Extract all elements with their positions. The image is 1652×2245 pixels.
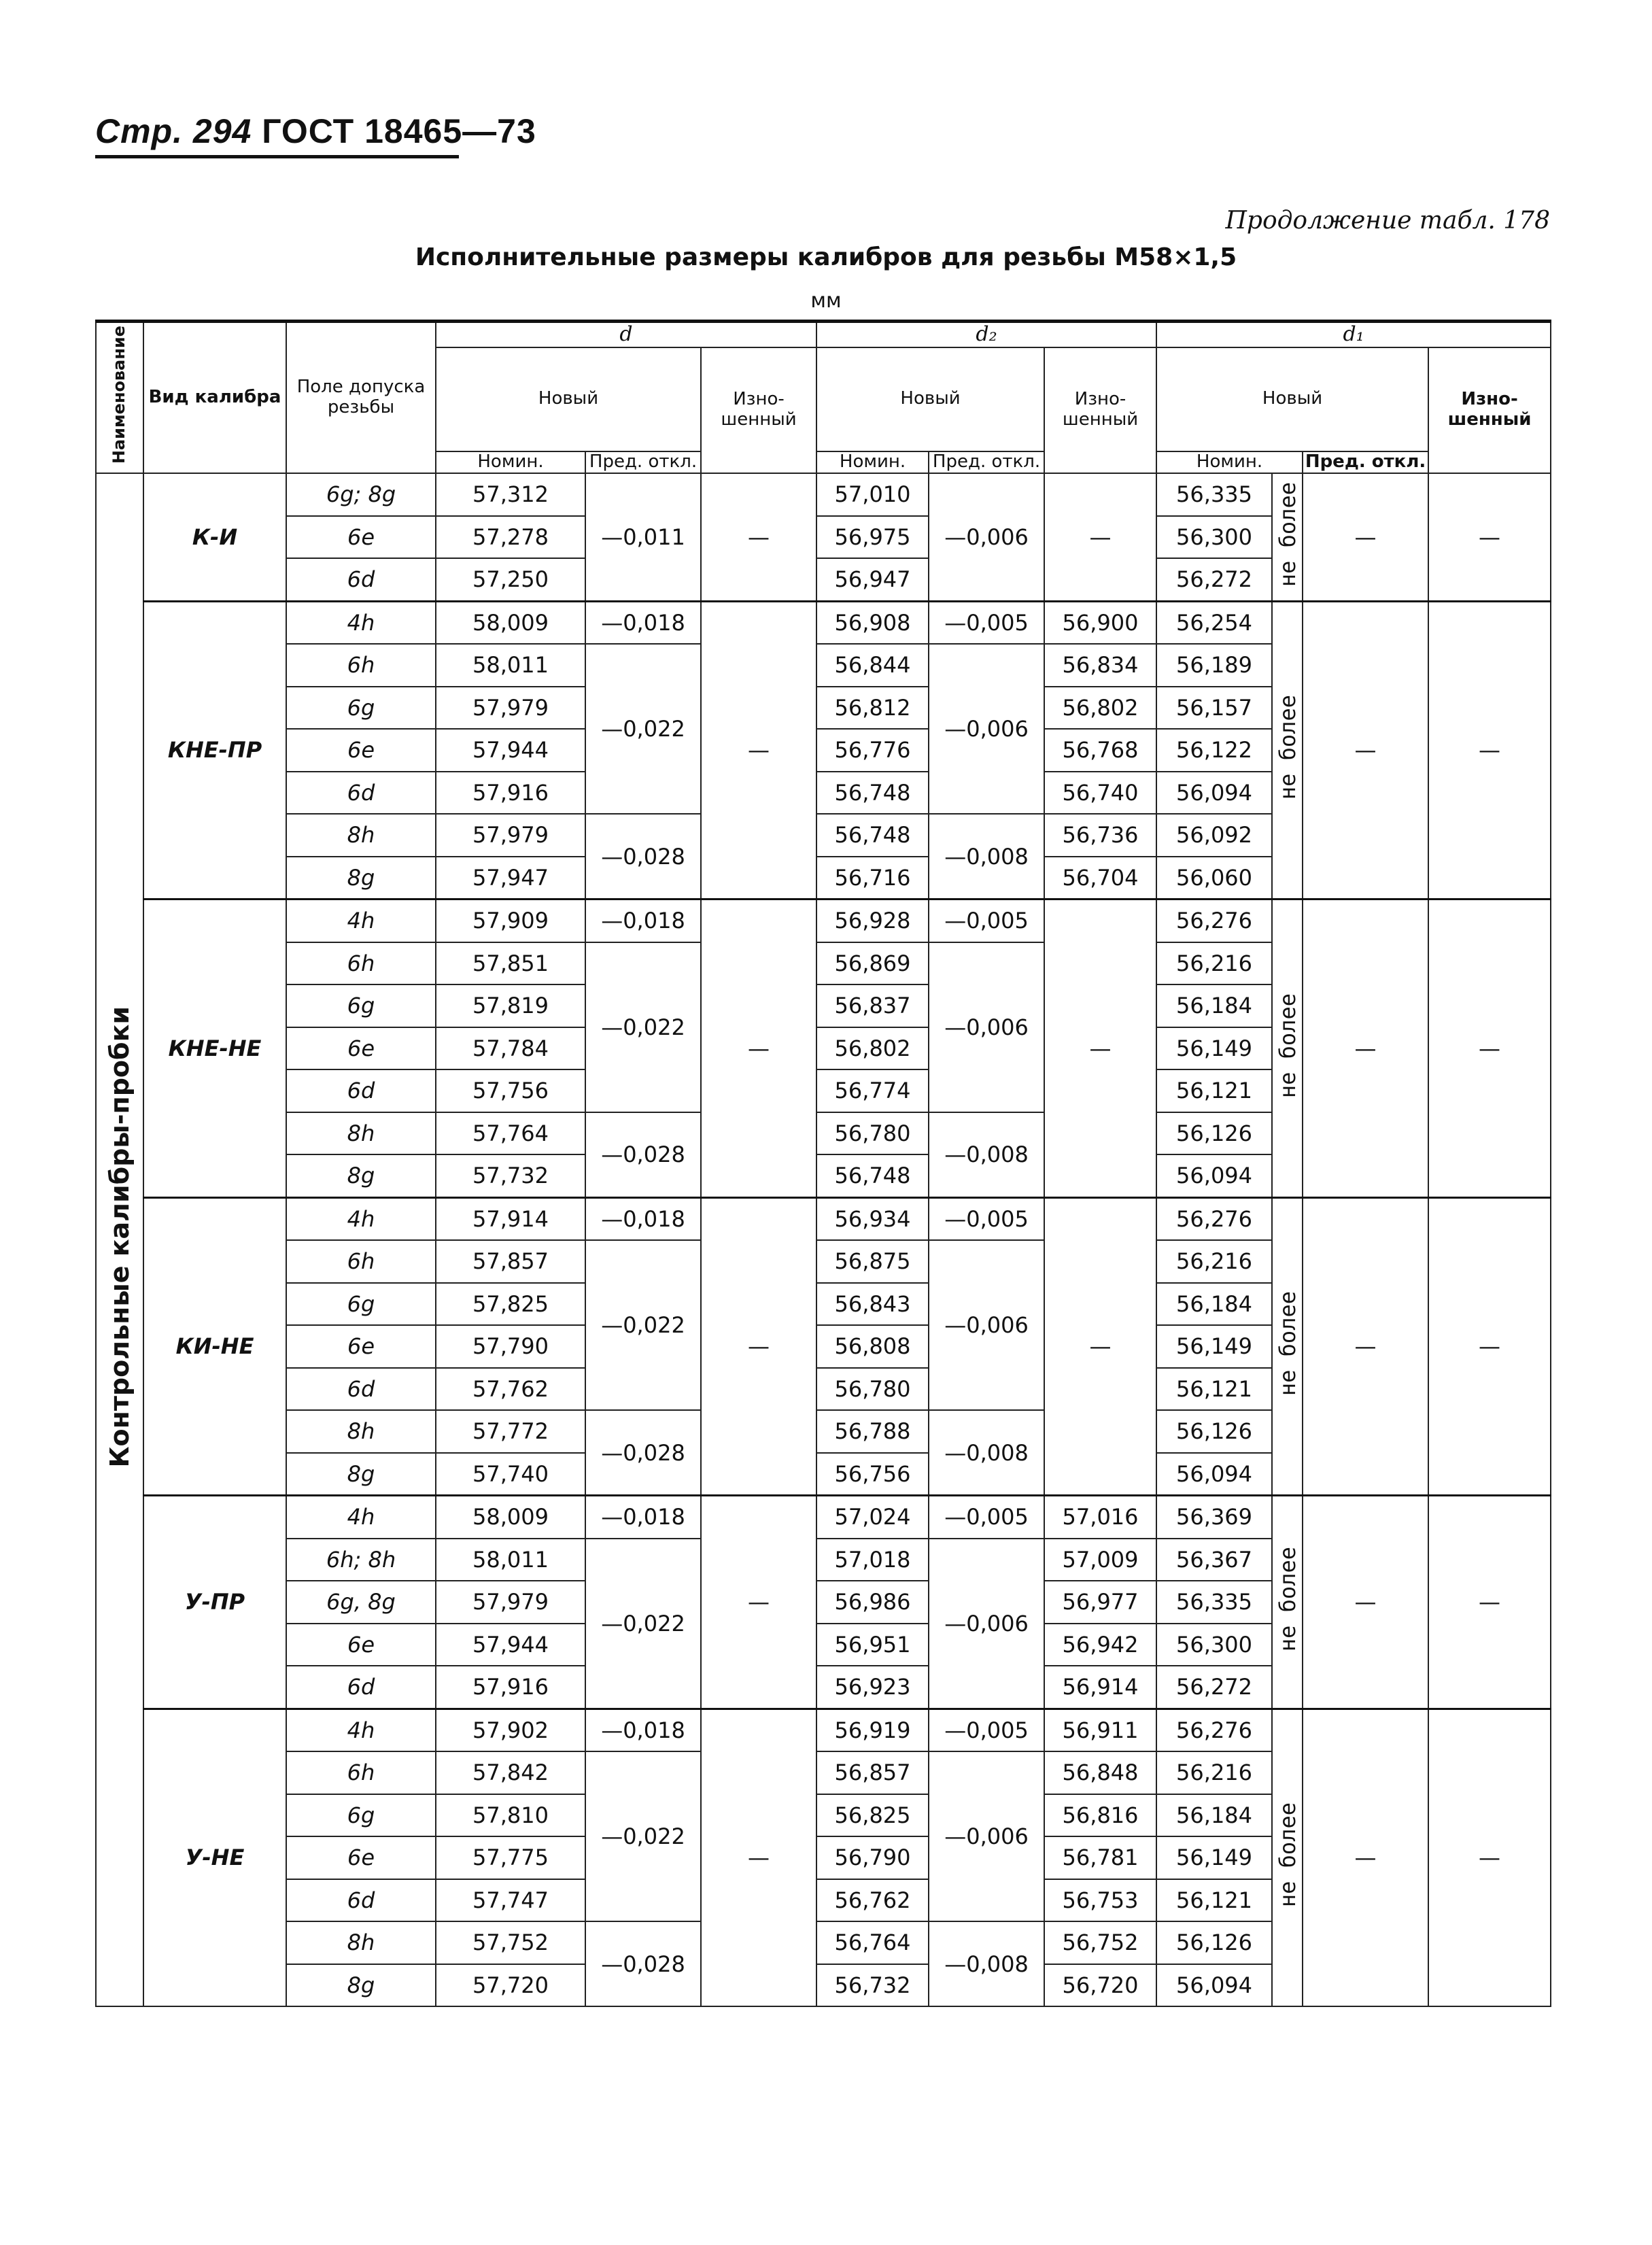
header-d1-nominal: Номин.	[1156, 451, 1303, 473]
d2-nominal: 56,748	[816, 772, 929, 815]
gauge-kind: К-И	[143, 473, 286, 601]
d2-deviation: —0,005	[929, 601, 1044, 644]
header-tolerance-field: Поле допуска резьбы	[286, 322, 436, 474]
d1-nominal: 56,367	[1156, 1539, 1272, 1581]
d-nominal: 57,944	[436, 729, 585, 772]
d2-nominal: 56,923	[816, 1666, 929, 1709]
d1-worn: —	[1428, 1709, 1551, 2006]
table-row	[96, 1496, 1551, 1539]
not-more-label: не более	[1272, 601, 1303, 899]
d2-worn: 56,768	[1044, 729, 1156, 772]
tolerance-field: 8h	[286, 814, 436, 857]
header-d2: d₂	[816, 322, 1156, 347]
d2-worn: 56,942	[1044, 1624, 1156, 1666]
d1-nominal: 56,126	[1156, 1112, 1272, 1155]
d1-nominal: 56,216	[1156, 942, 1272, 985]
table-row	[96, 601, 1551, 644]
d2-worn: 56,977	[1044, 1581, 1156, 1624]
d-nominal: 58,009	[436, 601, 585, 644]
tolerance-field: 4h	[286, 1709, 436, 1751]
d2-nominal: 56,928	[816, 899, 929, 942]
d2-worn: 56,753	[1044, 1879, 1156, 1922]
header-d2-deviation: Пред. откл.	[929, 451, 1044, 473]
d2-nominal: 56,947	[816, 558, 929, 601]
d2-nominal: 56,774	[816, 1069, 929, 1112]
d2-nominal: 56,762	[816, 1879, 929, 1922]
tolerance-field: 6g	[286, 687, 436, 730]
standard-code: ГОСТ 18465—73	[262, 112, 536, 150]
d2-deviation: —0,006	[929, 1240, 1044, 1410]
d1-nominal: 56,184	[1156, 1283, 1272, 1326]
tolerance-field: 6g	[286, 984, 436, 1027]
tolerance-field: 6e	[286, 729, 436, 772]
d2-worn: 56,834	[1044, 644, 1156, 687]
header-d: d	[436, 322, 816, 347]
d1-nominal: 56,121	[1156, 1368, 1272, 1411]
d1-nominal: 56,189	[1156, 644, 1272, 687]
d-nominal: 57,747	[436, 1879, 585, 1922]
tolerance-field: 6e	[286, 1836, 436, 1879]
d1-worn: —	[1428, 473, 1551, 601]
d1-nominal: 56,272	[1156, 1666, 1272, 1709]
d2-deviation: —0,008	[929, 1410, 1044, 1496]
d2-nominal: 56,756	[816, 1453, 929, 1496]
d-nominal: 57,909	[436, 899, 585, 942]
d1-nominal: 56,276	[1156, 899, 1272, 942]
table-body	[96, 473, 1551, 2006]
d2-nominal: 56,919	[816, 1709, 929, 1751]
d2-deviation: —0,006	[929, 1539, 1044, 1709]
d2-nominal: 56,857	[816, 1751, 929, 1794]
table-row	[96, 1197, 1551, 1240]
d2-worn: —	[1044, 473, 1156, 601]
d2-nominal: 56,780	[816, 1368, 929, 1411]
d-nominal: 57,775	[436, 1836, 585, 1879]
d2-nominal: 57,010	[816, 473, 929, 516]
header-d2-worn: Изно-шенный	[1044, 347, 1156, 474]
d2-worn: —	[1044, 1197, 1156, 1496]
d2-nominal: 56,843	[816, 1283, 929, 1326]
tolerance-field: 6e	[286, 1027, 436, 1070]
d-nominal: 57,762	[436, 1368, 585, 1411]
d2-nominal: 56,802	[816, 1027, 929, 1070]
d1-deviation: —	[1303, 1709, 1428, 2006]
continuation-label: Продолжение табл. 178	[1225, 207, 1550, 235]
d2-nominal: 56,776	[816, 729, 929, 772]
header-d1-worn: Изно-шенный	[1428, 347, 1551, 474]
d-nominal: 58,011	[436, 1539, 585, 1581]
d1-nominal: 56,149	[1156, 1325, 1272, 1368]
d2-worn: 56,848	[1044, 1751, 1156, 1794]
group-name-cell: Контрольные калибры-пробки	[96, 473, 143, 2006]
d2-nominal: 56,844	[816, 644, 929, 687]
d-deviation: —0,018	[585, 601, 701, 644]
d-nominal: 57,772	[436, 1410, 585, 1453]
header-d1: d₁	[1156, 322, 1551, 347]
tolerance-field: 8g	[286, 1154, 436, 1197]
d-deviation: —0,018	[585, 1197, 701, 1240]
d2-nominal: 56,808	[816, 1325, 929, 1368]
gauge-kind: У-ПР	[143, 1496, 286, 1709]
d-deviation: —0,028	[585, 1410, 701, 1496]
d1-nominal: 56,335	[1156, 473, 1272, 516]
gauge-kind: КНЕ-НЕ	[143, 899, 286, 1198]
d-nominal: 57,720	[436, 1964, 585, 2007]
tolerance-field: 6e	[286, 1325, 436, 1368]
d2-nominal: 57,018	[816, 1539, 929, 1581]
tolerance-field: 4h	[286, 601, 436, 644]
d1-nominal: 56,184	[1156, 1794, 1272, 1837]
d2-nominal: 56,825	[816, 1794, 929, 1837]
tolerance-field: 6g	[286, 1794, 436, 1837]
d2-deviation: —0,008	[929, 1112, 1044, 1198]
d1-nominal: 56,092	[1156, 814, 1272, 857]
d2-worn: 56,900	[1044, 601, 1156, 644]
d-nominal: 57,790	[436, 1325, 585, 1368]
d2-worn: 56,740	[1044, 772, 1156, 815]
d2-nominal: 56,716	[816, 857, 929, 899]
d-deviation: —0,022	[585, 942, 701, 1112]
d1-nominal: 56,254	[1156, 601, 1272, 644]
d-nominal: 57,312	[436, 473, 585, 516]
tolerance-field: 8h	[286, 1112, 436, 1155]
d-deviation: —0,022	[585, 1539, 701, 1709]
d1-nominal: 56,121	[1156, 1879, 1272, 1922]
gauge-kind: У-НЕ	[143, 1709, 286, 2006]
d-nominal: 57,902	[436, 1709, 585, 1751]
d-deviation: —0,011	[585, 473, 701, 601]
d-nominal: 57,752	[436, 1921, 585, 1964]
d-nominal: 57,947	[436, 857, 585, 899]
d2-nominal: 56,790	[816, 1836, 929, 1879]
tolerance-field: 8g	[286, 1964, 436, 2007]
d2-deviation: —0,008	[929, 814, 1044, 899]
table-header	[96, 322, 1551, 474]
d2-deviation: —0,005	[929, 1197, 1044, 1240]
header-d-nominal: Номин.	[436, 451, 585, 473]
d-nominal: 57,857	[436, 1240, 585, 1283]
d1-worn: —	[1428, 1496, 1551, 1709]
table-row	[96, 1709, 1551, 1751]
d-deviation: —0,022	[585, 1751, 701, 1921]
d2-nominal: 56,908	[816, 601, 929, 644]
d1-nominal: 56,335	[1156, 1581, 1272, 1624]
tolerance-field: 6d	[286, 558, 436, 601]
d2-nominal: 56,986	[816, 1581, 929, 1624]
d2-worn: 56,816	[1044, 1794, 1156, 1837]
d2-nominal: 56,764	[816, 1921, 929, 1964]
d-nominal: 57,979	[436, 1581, 585, 1624]
d-deviation: —0,022	[585, 1240, 701, 1410]
d1-nominal: 56,126	[1156, 1410, 1272, 1453]
d1-nominal: 56,157	[1156, 687, 1272, 730]
d-nominal: 57,819	[436, 984, 585, 1027]
header-name: Наименование	[96, 322, 143, 474]
header-d-worn: Изно-шенный	[701, 347, 816, 474]
d1-nominal: 56,094	[1156, 772, 1272, 815]
tolerance-field: 8g	[286, 1453, 436, 1496]
d2-deviation: —0,006	[929, 942, 1044, 1112]
d-deviation: —0,028	[585, 1921, 701, 2006]
d-nominal: 58,009	[436, 1496, 585, 1539]
unit-label: мм	[810, 289, 842, 313]
d1-deviation: —	[1303, 601, 1428, 899]
d1-nominal: 56,094	[1156, 1453, 1272, 1496]
tolerance-field: 6d	[286, 772, 436, 815]
d1-nominal: 56,149	[1156, 1027, 1272, 1070]
d-deviation: —0,018	[585, 1709, 701, 1751]
d2-nominal: 57,024	[816, 1496, 929, 1539]
d-nominal: 57,756	[436, 1069, 585, 1112]
d1-nominal: 56,121	[1156, 1069, 1272, 1112]
d1-nominal: 56,060	[1156, 857, 1272, 899]
d1-worn: —	[1428, 1197, 1551, 1496]
d2-deviation: —0,008	[929, 1921, 1044, 2006]
tolerance-field: 6d	[286, 1368, 436, 1411]
not-more-label: не более	[1272, 899, 1303, 1198]
tolerance-field: 8g	[286, 857, 436, 899]
header-d1-new: Новый	[1156, 347, 1428, 452]
tolerance-field: 4h	[286, 1197, 436, 1240]
d1-nominal: 56,122	[1156, 729, 1272, 772]
d2-deviation: —0,006	[929, 1751, 1044, 1921]
d-nominal: 57,842	[436, 1751, 585, 1794]
d2-worn: 57,016	[1044, 1496, 1156, 1539]
d-deviation: —0,018	[585, 899, 701, 942]
d2-worn: 57,009	[1044, 1539, 1156, 1581]
d-nominal: 57,916	[436, 1666, 585, 1709]
tolerance-field: 8h	[286, 1921, 436, 1964]
not-more-label: не более	[1272, 473, 1303, 601]
d1-deviation: —	[1303, 473, 1428, 601]
d1-nominal: 56,216	[1156, 1240, 1272, 1283]
d-nominal: 57,250	[436, 558, 585, 601]
table-row	[96, 473, 1551, 516]
d1-nominal: 56,272	[1156, 558, 1272, 601]
d-deviation: —0,028	[585, 814, 701, 899]
d1-worn: —	[1428, 899, 1551, 1198]
tolerance-field: 6g	[286, 1283, 436, 1326]
d2-nominal: 56,951	[816, 1624, 929, 1666]
d1-nominal: 56,149	[1156, 1836, 1272, 1879]
tolerance-field: 6h	[286, 1751, 436, 1794]
d1-deviation: —	[1303, 1197, 1428, 1496]
d-worn: —	[701, 1709, 816, 2006]
not-more-label: не более	[1272, 1197, 1303, 1496]
d-deviation: —0,022	[585, 644, 701, 814]
d-nominal: 57,914	[436, 1197, 585, 1240]
d-worn: —	[701, 1496, 816, 1709]
d2-deviation: —0,005	[929, 1709, 1044, 1751]
d1-nominal: 56,094	[1156, 1154, 1272, 1197]
gauge-kind: КИ-НЕ	[143, 1197, 286, 1496]
d2-nominal: 56,837	[816, 984, 929, 1027]
d-nominal: 57,764	[436, 1112, 585, 1155]
d2-deviation: —0,006	[929, 473, 1044, 601]
d2-nominal: 56,732	[816, 1964, 929, 2007]
d2-worn: 56,736	[1044, 814, 1156, 857]
d-nominal: 57,825	[436, 1283, 585, 1326]
d1-deviation: —	[1303, 899, 1428, 1198]
d2-worn: —	[1044, 899, 1156, 1198]
d2-worn: 56,911	[1044, 1709, 1156, 1751]
d-nominal: 57,916	[436, 772, 585, 815]
d-nominal: 57,851	[436, 942, 585, 985]
table-title: Исполнительные размеры калибров для резьбы M58×1,5	[415, 243, 1237, 271]
d2-deviation: —0,005	[929, 1496, 1044, 1539]
gauge-kind: КНЕ-ПР	[143, 601, 286, 899]
tolerance-field: 6d	[286, 1879, 436, 1922]
d1-deviation: —	[1303, 1496, 1428, 1709]
d-nominal: 57,979	[436, 687, 585, 730]
d2-nominal: 56,812	[816, 687, 929, 730]
d2-nominal: 56,780	[816, 1112, 929, 1155]
d2-deviation: —0,005	[929, 899, 1044, 942]
d-deviation: —0,018	[585, 1496, 701, 1539]
d1-nominal: 56,126	[1156, 1921, 1272, 1964]
d-deviation: —0,028	[585, 1112, 701, 1198]
d2-nominal: 56,869	[816, 942, 929, 985]
d2-nominal: 56,934	[816, 1197, 929, 1240]
d-nominal: 57,784	[436, 1027, 585, 1070]
d1-nominal: 56,300	[1156, 1624, 1272, 1666]
header-d2-new: Новый	[816, 347, 1044, 452]
d2-worn: 56,802	[1044, 687, 1156, 730]
d-nominal: 57,740	[436, 1453, 585, 1496]
d1-nominal: 56,094	[1156, 1964, 1272, 2007]
d-nominal: 58,011	[436, 644, 585, 687]
page-number: Стр. 294	[95, 112, 252, 150]
tolerance-field: 6d	[286, 1666, 436, 1709]
d-nominal: 57,979	[436, 814, 585, 857]
d2-nominal: 56,875	[816, 1240, 929, 1283]
tolerance-field: 6g; 8g	[286, 473, 436, 516]
d-worn: —	[701, 899, 816, 1198]
header-d-deviation: Пред. откл.	[585, 451, 701, 473]
tolerance-field: 6h; 8h	[286, 1539, 436, 1581]
d-worn: —	[701, 1197, 816, 1496]
d2-nominal: 56,748	[816, 814, 929, 857]
d-nominal: 57,810	[436, 1794, 585, 1837]
header-kind: Вид калибра	[143, 322, 286, 474]
d-nominal: 57,278	[436, 516, 585, 559]
d-worn: —	[701, 601, 816, 899]
d-worn: —	[701, 473, 816, 601]
d1-worn: —	[1428, 601, 1551, 899]
d2-worn: 56,752	[1044, 1921, 1156, 1964]
not-more-label: не более	[1272, 1496, 1303, 1709]
tolerance-field: 4h	[286, 1496, 436, 1539]
d1-nominal: 56,276	[1156, 1197, 1272, 1240]
d2-worn: 56,914	[1044, 1666, 1156, 1709]
header-d-new: Новый	[436, 347, 701, 452]
d1-nominal: 56,216	[1156, 1751, 1272, 1794]
d2-deviation: —0,006	[929, 644, 1044, 814]
tolerance-field: 6e	[286, 516, 436, 559]
tolerance-field: 8h	[286, 1410, 436, 1453]
d-nominal: 57,732	[436, 1154, 585, 1197]
tolerance-field: 6h	[286, 644, 436, 687]
header-d2-nominal: Номин.	[816, 451, 929, 473]
tolerance-field: 4h	[286, 899, 436, 942]
d2-worn: 56,781	[1044, 1836, 1156, 1879]
table-row	[96, 899, 1551, 942]
tolerance-field: 6d	[286, 1069, 436, 1112]
d-nominal: 57,944	[436, 1624, 585, 1666]
d1-nominal: 56,369	[1156, 1496, 1272, 1539]
header-rule	[95, 155, 459, 158]
tolerance-field: 6h	[286, 942, 436, 985]
d2-nominal: 56,788	[816, 1410, 929, 1453]
tolerance-field: 6h	[286, 1240, 436, 1283]
d2-worn: 56,704	[1044, 857, 1156, 899]
d1-nominal: 56,184	[1156, 984, 1272, 1027]
gauge-dimensions-table	[95, 320, 1551, 2007]
not-more-label: не более	[1272, 1709, 1303, 2006]
page-header	[95, 112, 536, 151]
d2-worn: 56,720	[1044, 1964, 1156, 2007]
d1-nominal: 56,300	[1156, 516, 1272, 559]
tolerance-field: 6e	[286, 1624, 436, 1666]
d2-nominal: 56,975	[816, 516, 929, 559]
header-d1-deviation: Пред. откл.	[1303, 451, 1428, 473]
d1-nominal: 56,276	[1156, 1709, 1272, 1751]
tolerance-field: 6g, 8g	[286, 1581, 436, 1624]
d2-nominal: 56,748	[816, 1154, 929, 1197]
